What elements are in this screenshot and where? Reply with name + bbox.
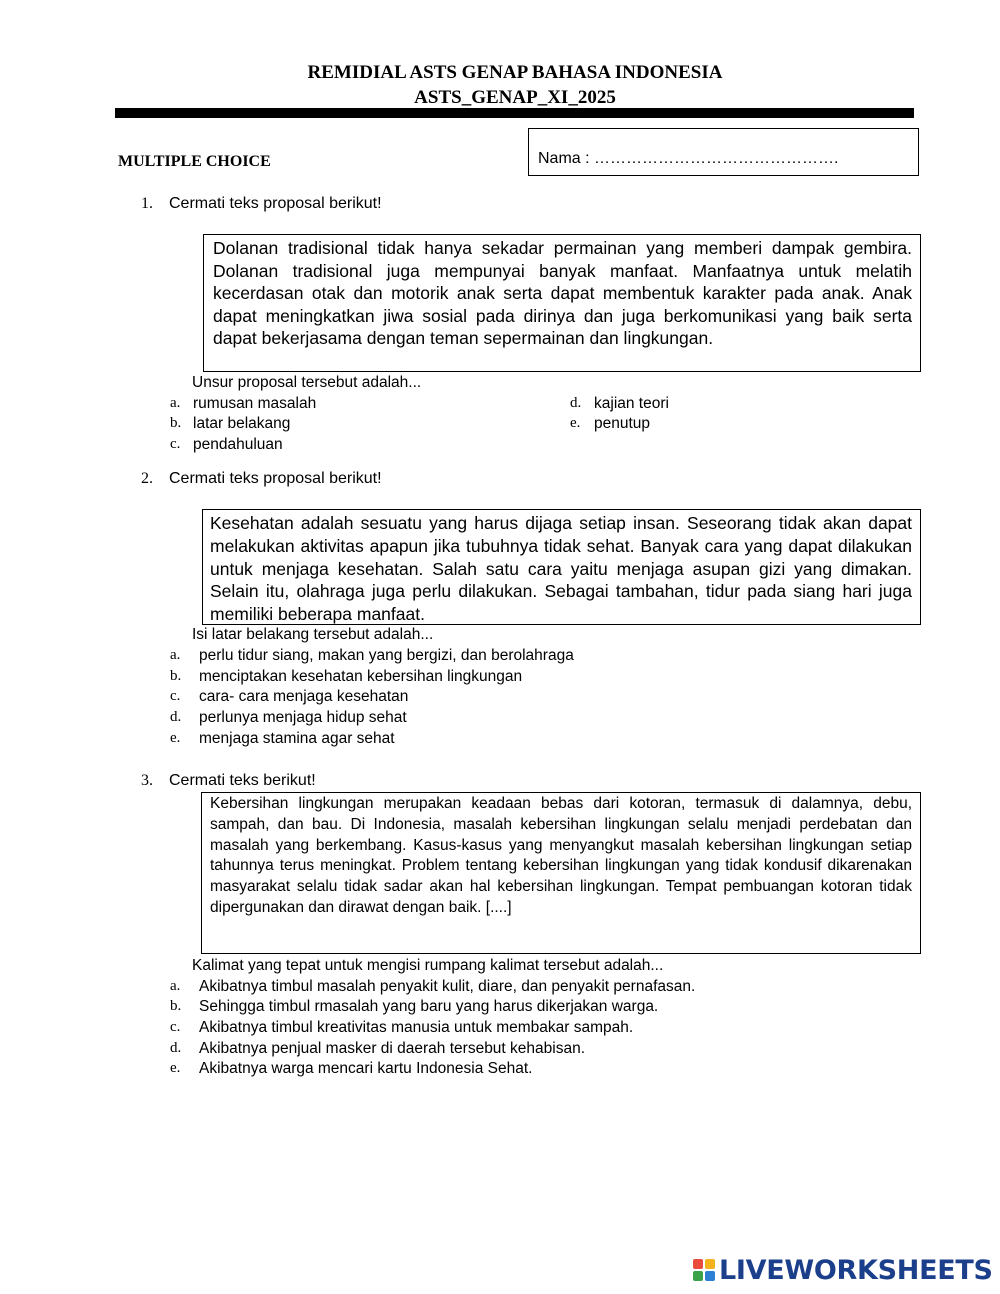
option-text: Akibatnya timbul masalah penyakit kulit, diare, dan penyakit pernafasan. (199, 978, 696, 995)
option-letter: e. (170, 730, 181, 746)
option-letter: a. (170, 647, 181, 663)
option-text: perlu tidur siang, makan yang bergizi, dan berolahraga (199, 647, 574, 664)
question-3-prompt: Cermati teks berikut! (169, 772, 316, 789)
option-letter: c. (170, 436, 181, 452)
logo-text: LIVEWORKSHEETS (719, 1254, 993, 1286)
option-letter: a. (170, 395, 181, 411)
option-text: cara- cara menjaga kesehatan (199, 688, 409, 705)
question-3-number: 3. (141, 772, 153, 789)
question-2-passage: Kesehatan adalah sesuatu yang harus dijaga setiap insan. Seseorang tidak akan dapat melakukan aktivitas apapun jika tubuhnya tidak sehat. Banyak cara yang dapat dilakukan untuk menjaga kesehatan. Salah satu cara yaitu menjaga asupan gizi yang dimakan. Selain itu, olahraga juga perlu dilakukan. Sebagai tambahan, tidur pada siang hari juga memiliki beberapa manfaat. (202, 509, 921, 625)
question-3-stem: Kalimat yang tepat untuk mengisi rumpang kalimat tersebut adalah... (192, 957, 664, 974)
worksheet-title: REMIDIAL ASTS GENAP BAHASA INDONESIA (307, 62, 723, 83)
question-1-number: 1. (141, 195, 153, 212)
option-text: perlunya menjaga hidup sehat (199, 709, 407, 726)
option-letter: d. (170, 1040, 182, 1056)
option-text: penutup (594, 415, 651, 432)
worksheet-subtitle: ASTS_GENAP_XI_2025 (414, 87, 616, 108)
option-text: rumusan masalah (193, 395, 317, 412)
question-2-number: 2. (141, 470, 153, 487)
option-text: latar belakang (193, 415, 291, 432)
question-1-stem: Unsur proposal tersebut adalah... (192, 374, 422, 391)
question-1-passage: Dolanan tradisional tidak hanya sekadar permainan yang memberi dampak gembira. Dolanan tradisional juga mempunyai banyak manfaat. Manfaatnya untuk melatih kecerdasan otak dan motorik anak serta dapat membentuk karakter pada anak. Anak dapat meningkatkan jiwa sosial pada dirinya dan juga berkomunikasi yang baik serta dapat bekerjasama dengan teman sepermainan dan lingkungan. (203, 234, 921, 372)
option-text: menjaga stamina agar sehat (199, 730, 395, 747)
option-letter: c. (170, 1019, 181, 1035)
option-text: Akibatnya warga mencari kartu Indonesia Sehat. (199, 1060, 533, 1077)
option-letter: e. (570, 415, 581, 431)
option-letter: a. (170, 978, 181, 994)
option-text: pendahuluan (193, 436, 283, 453)
liveworksheets-logo (693, 1253, 993, 1287)
option-text: Akibatnya timbul kreativitas manusia untuk membakar sampah. (199, 1019, 634, 1036)
option-letter: b. (170, 998, 182, 1014)
option-text: kajian teori (594, 395, 669, 412)
option-text: menciptakan kesehatan kebersihan lingkungan (199, 668, 523, 685)
option-letter: d. (170, 709, 182, 725)
header-divider (115, 108, 914, 118)
section-label: MULTIPLE CHOICE (118, 153, 271, 170)
option-letter: c. (170, 688, 181, 704)
option-letter: d. (570, 395, 582, 411)
question-2-prompt: Cermati teks proposal berikut! (169, 470, 382, 487)
option-text: Akibatnya penjual masker di daerah tersebut kehabisan. (199, 1040, 586, 1057)
option-text: Sehingga timbul rmasalah yang baru yang harus dikerjakan warga. (199, 998, 659, 1015)
question-2-stem: Isi latar belakang tersebut adalah... (192, 626, 434, 643)
question-1-prompt: Cermati teks proposal berikut! (169, 195, 382, 212)
question-3-passage: Kebersihan lingkungan merupakan keadaan bebas dari kotoran, termasuk di dalamnya, debu, sampah, dan bau. Di Indonesia, masalah kebersihan lingkungan selalu menjadi perdebatan dan masalah yang berkembang. Kasus-kasus yang menyangkut masalah kebersihan lingkungan setiap tahunnya terus meningkat. Problem tentang kebersihan lingkungan yang tidak kondusif dikarenakan masyarakat selalu tidak sadar akan hal kebersihan lingkungan. Tempat pembuangan kotoran tidak dipergunakan dan dirawat dengan baik. [....] (201, 792, 921, 954)
option-letter: b. (170, 668, 182, 684)
option-letter: b. (170, 415, 182, 431)
option-letter: e. (170, 1060, 181, 1076)
liveworksheets-logo-icon (693, 1259, 715, 1281)
name-field[interactable]: Nama : ………………………………………. (528, 128, 919, 176)
